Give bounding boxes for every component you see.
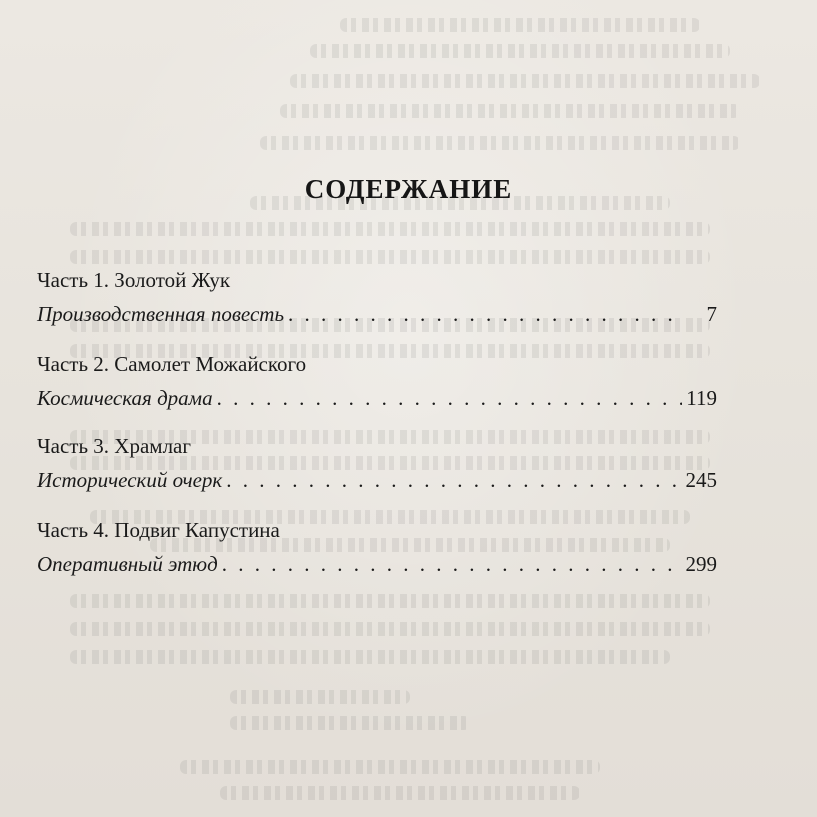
- subtitle-line: [37, 384, 717, 412]
- toc-entry[interactable]: [37, 266, 717, 328]
- part-title: Часть 4. Подвиг Капустина: [37, 518, 280, 542]
- toc-heading: СОДЕРЖАНИЕ: [304, 174, 513, 204]
- part-title: Часть 1. Золотой Жук: [37, 268, 231, 292]
- dot-leader: [222, 550, 682, 578]
- toc-entry[interactable]: [37, 516, 717, 578]
- subtitle-line: [37, 466, 717, 494]
- subtitle-line: [37, 550, 717, 578]
- part-subtitle: Космическая драма: [37, 386, 213, 410]
- dot-leader: [288, 300, 683, 328]
- page-number: 245: [685, 468, 717, 492]
- page-number: 119: [686, 386, 717, 410]
- toc-entry[interactable]: [37, 350, 717, 412]
- dot-leader: [226, 466, 681, 494]
- toc-entry[interactable]: [37, 432, 717, 494]
- part-subtitle: Оперативный этюд: [37, 552, 218, 576]
- part-title: Часть 3. Храмлаг: [37, 434, 191, 458]
- subtitle-line: [37, 300, 717, 328]
- part-subtitle: Производственная повесть: [37, 302, 285, 326]
- part-subtitle: Исторический очерк: [37, 468, 223, 492]
- part-title: Часть 2. Самолет Можайского: [37, 352, 307, 376]
- page-number: 7: [706, 302, 717, 326]
- page-number: 299: [685, 552, 717, 576]
- dot-leader: [217, 384, 683, 412]
